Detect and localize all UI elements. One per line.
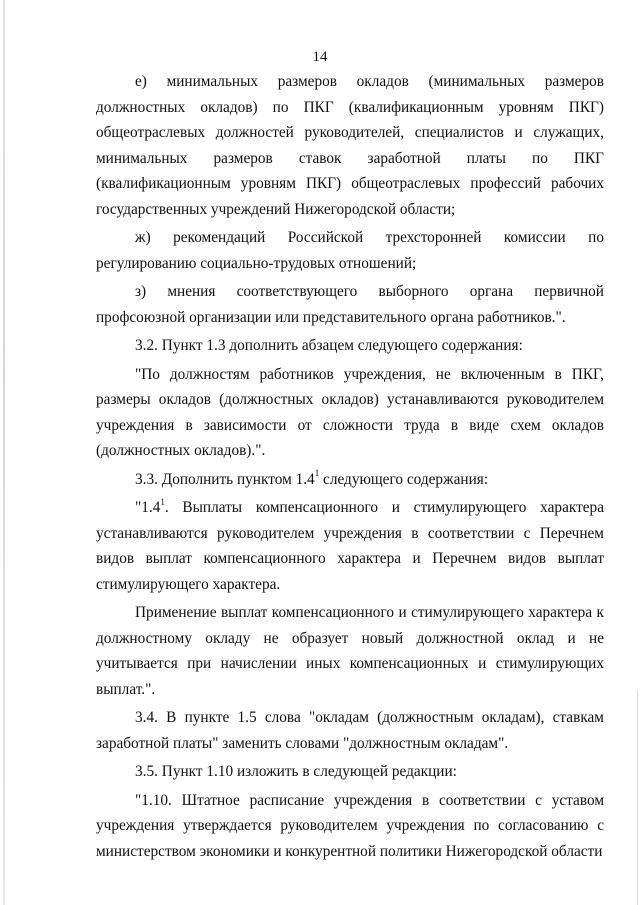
paragraph-application: Применение выплат компенсационного и стимулирующего характера к должностному окладу не образует новый должностной оклад и не учитывается при начислении иных компенсационных и стимулирующих выплат.".: [96, 604, 604, 698]
document-body: [96, 69, 604, 864]
superscript: 1: [160, 496, 165, 507]
scan-left-edge: [3, 0, 5, 905]
paragraph-3-2: 3.2. Пункт 1.3 дополнить абзацем следующего содержания:: [135, 337, 523, 354]
page-number: 14: [312, 49, 328, 65]
paragraph-quote-pkg: "По должностям работников учреждения, не включенным в ПКГ, размеры окладов (должностных окладов) устанавливаются руководителем учреждения в зависимости от сложности труда в виде схем окладов (должностных окладов).".: [96, 365, 604, 459]
paragraph-1-4-1-start: "1.4: [135, 499, 161, 516]
paragraph-1-10: "1.10. Штатное расписание учреждения в соответствии с уставом учреждения утверждается руководителем учреждения по согласованию с министерством экономики и конкурентной политики Нижегородской области: [96, 791, 604, 860]
superscript: 1: [314, 468, 320, 479]
paragraph-1-4-1: [96, 495, 604, 597]
scan-right-edge: [637, 690, 638, 905]
paragraph-item-z: з) мнения соответствующего выборного органа первичной профсоюзной организации или представительного органа работников.".: [96, 283, 604, 326]
paragraph-3-3-text-end: следующего содержания:: [319, 470, 489, 488]
paragraph-item-zh: ж) рекомендаций Российской трехсторонней комиссии по регулированию социально-трудовых отношений;: [96, 229, 604, 272]
paragraph-3-3: [96, 467, 604, 493]
paragraph-item-e: е) минимальных размеров окладов (минимальных размеров должностных окладов) по ПКГ (квалификационным уровням ПКГ) общеотраслевых должностей руководителей, специалистов и служащих, минимальных размеров ставок заработной платы по ПКГ (квалификационным уровням ПКГ) общеотраслевых профессий рабочих государственных учреждений Нижегородской области;: [96, 73, 604, 218]
paragraph-3-3-text: 3.3. Дополнить пунктом 1.4: [135, 470, 315, 488]
paragraph-3-4: 3.4. В пункте 1.5 слова "окладам (должностным окладам), ставкам заработной платы" заменить словами "должностным окладам".: [96, 709, 604, 752]
paragraph-1-4-1-text: . Выплаты компенсационного и стимулирующего характера устанавливаются руководителем учреждения в соответствии с Перечнем видов выплат компенсационного характера и Перечнем видов выплат стимулирующего характера.: [96, 499, 604, 593]
paragraph-3-5: 3.5. Пункт 1.10 изложить в следующей редакции:: [135, 763, 457, 780]
